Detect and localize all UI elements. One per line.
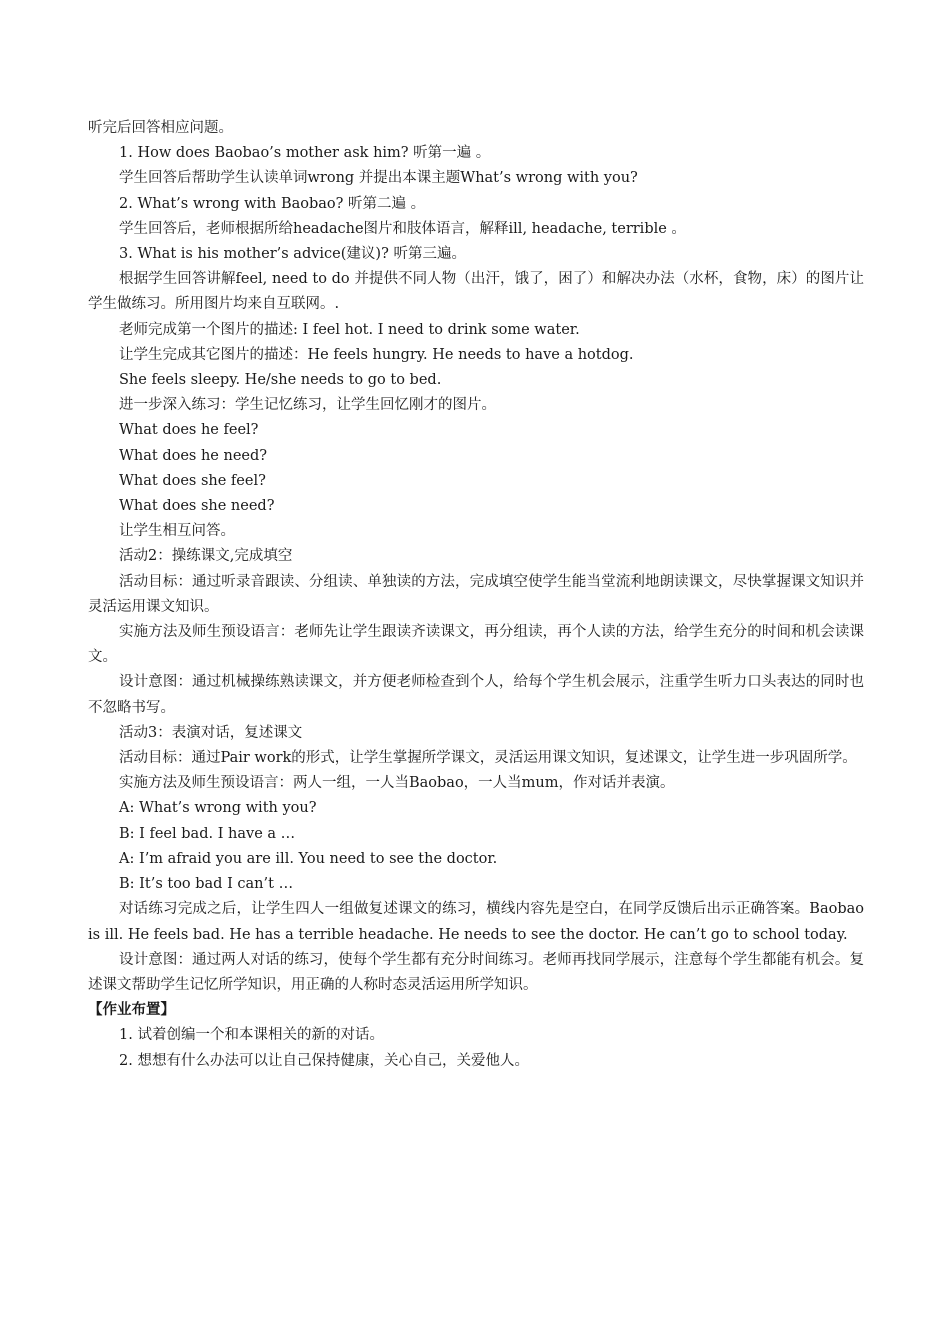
paragraph: B: I feel bad. I have a … [119, 825, 296, 842]
document-page [88, 116, 869, 1074]
paragraph: What does he need? [119, 447, 268, 464]
paragraph: 活动目标：通过Pair work的形式，让学生掌握所学课文，灵活运用课文知识，复述课文，让学生进一步巩固所学。 [119, 750, 857, 767]
paragraph: She feels sleepy. He/she needs to go to bed. [119, 372, 442, 389]
paragraph: 对话练习完成之后，让学生四人一组做复述课文的练习，横线内容先是空白，在同学反馈后出示正确答案。Baobao is ill. He feels bad. He has a terrible headache. He needs to see the doctor. He can’t go to school today. [88, 901, 869, 943]
homework-item: 2. 想想有什么办法可以让自己保持健康，关心自己，关爱他人。 [119, 1052, 529, 1069]
homework-item: 1. 试着创编一个和本课相关的新的对话。 [119, 1027, 384, 1044]
paragraph: B: It’s too bad I can’t … [119, 876, 294, 893]
homework-section [88, 998, 864, 1074]
paragraph: What does she need? [119, 498, 275, 515]
lesson-body [88, 116, 869, 998]
paragraph: A: I’m afraid you are ill. You need to see the doctor. [119, 850, 498, 867]
paragraph: 学生回答后，老师根据所给headache图片和肢体语言，解释ill, headache, terrible 。 [119, 220, 686, 237]
paragraph: 活动3：表演对话，复述课文 [119, 724, 303, 741]
paragraph: 1. How does Baobao’s mother ask him? 听第一遍 。 [119, 145, 491, 162]
paragraph: 进一步深入练习：学生记忆练习，让学生回忆刚才的图片。 [119, 397, 496, 414]
homework-heading: 【作业布置】 [88, 1002, 175, 1019]
paragraph: 设计意图：通过机械操练熟读课文，并方便老师检查到个人，给每个学生机会展示，注重学生听力口头表达的同时也不忽略书写。 [88, 674, 864, 716]
paragraph: 实施方法及师生预设语言：老师先让学生跟读齐读课文，再分组读，再个人读的方法，给学生充分的时间和机会读课文。 [88, 624, 864, 666]
paragraph: 让学生完成其它图片的描述：He feels hungry. He needs to have a hotdog. [119, 346, 634, 363]
paragraph: 活动目标：通过听录音跟读、分组读、单独读的方法，完成填空使学生能当堂流利地朗读课文，尽快掌握课文知识并灵活运用课文知识。 [88, 573, 864, 615]
paragraph: 老师完成第一个图片的描述: I feel hot. I need to drink some water. [119, 321, 580, 338]
paragraph: 根据学生回答讲解feel, need to do 并提供不同人物（出汗，饿了，困了）和解决办法（水杯，食物，床）的图片让学生做练习。所用图片均来自互联网。. [88, 271, 864, 313]
paragraph: A: What’s wrong with you? [119, 800, 317, 817]
paragraph: 让学生相互问答。 [119, 523, 235, 540]
paragraph: 学生回答后帮助学生认读单词wrong 并提出本课主题What’s wrong with you? [119, 170, 638, 187]
paragraph: 实施方法及师生预设语言：两人一组，一人当Baobao，一人当mum，作对话并表演。 [119, 775, 675, 792]
paragraph: 设计意图：通过两人对话的练习，使每个学生都有充分时间练习。老师再找同学展示，注意每个学生都能有机会。复述课文帮助学生记忆所学知识，用正确的人称时态灵活运用所学知识。 [88, 951, 864, 993]
paragraph: What does he feel? [119, 422, 259, 439]
paragraph: 3. What is his mother’s advice(建议)? 听第三遍。 [119, 246, 466, 263]
paragraph: 活动2：操练课文,完成填空 [119, 548, 293, 565]
paragraph: What does she feel? [119, 472, 266, 489]
paragraph: 听完后回答相应问题。 [88, 120, 233, 136]
paragraph: 2. What’s wrong with Baobao? 听第二遍 。 [119, 195, 426, 212]
